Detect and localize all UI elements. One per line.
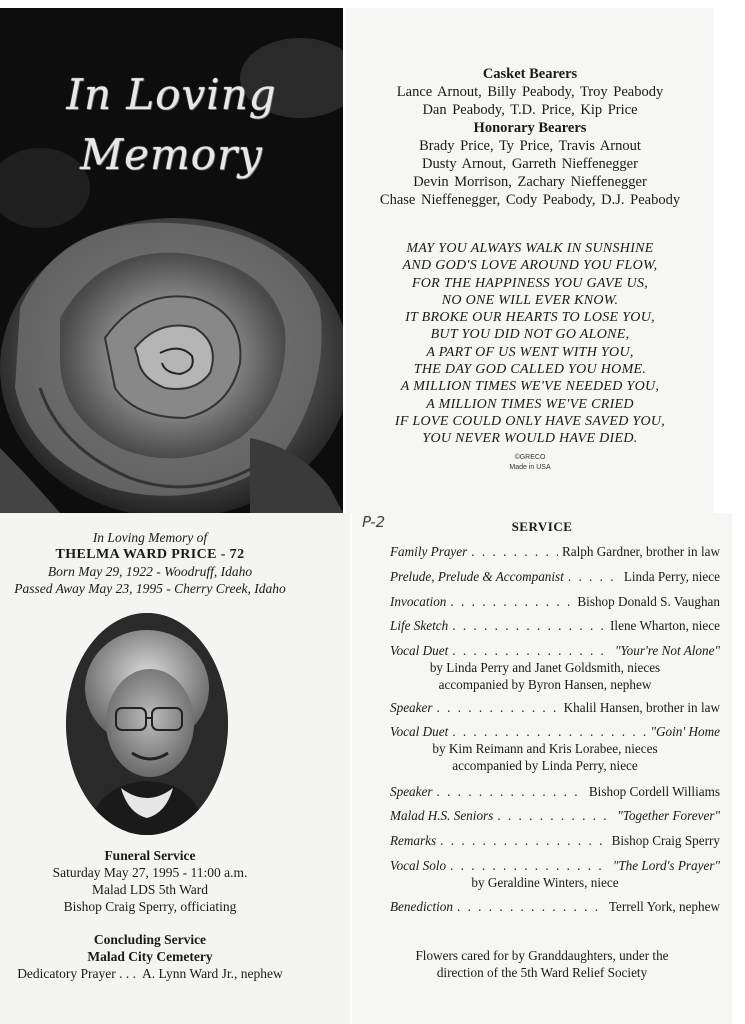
flowers-note-line: Flowers cared for by Granddaughters, under the — [415, 948, 669, 963]
service-item-value: Khalil Hansen, brother in law — [563, 700, 720, 715]
service-item-label: Remarks — [390, 833, 437, 848]
leader-dots — [471, 543, 558, 560]
casket-bearers-heading: Casket Bearers — [482, 66, 578, 82]
made-in-usa: Made in USA — [509, 464, 551, 471]
handwritten-page-mark: P-2 — [362, 513, 386, 531]
casket-bearers-line: Lance Arnout, Billy Peabody, Troy Peabody — [396, 84, 664, 100]
deceased-name: THELMA WARD PRICE - 72 — [55, 547, 245, 562]
honorary-bearers-line: Dusty Arnout, Garreth Nieffenegger — [422, 156, 638, 172]
leader-dots — [497, 807, 613, 824]
service-item-label: Invocation — [390, 594, 447, 609]
service-item-value: Bishop Donald S. Vaughan — [577, 594, 720, 609]
poem-line: YOU NEVER WOULD HAVE DIED. — [422, 431, 638, 447]
copyright-mark: ©GRECO — [514, 454, 546, 461]
service-item-value: Bishop Cordell Williams — [588, 784, 720, 799]
honorary-bearers-line: Devin Morrison, Zachary Nieffenegger — [413, 174, 647, 190]
service-item — [390, 783, 720, 800]
poem-line: NO ONE WILL EVER KNOW. — [441, 292, 619, 308]
funeral-service-line: Malad LDS 5th Ward — [91, 882, 209, 897]
leader-dots — [436, 783, 584, 800]
poem-line: A MILLION TIMES WE'VE NEEDED YOU, — [400, 379, 660, 395]
poem-line: FOR THE HAPPINESS YOU GAVE US, — [411, 275, 649, 291]
funeral-service-heading: Funeral Service — [104, 848, 196, 863]
leader-dots — [457, 898, 605, 915]
service-item-value: Terrell York, nephew — [608, 899, 720, 914]
leader-dots — [436, 699, 559, 716]
poem-line: BUT YOU DID NOT GO ALONE, — [430, 327, 630, 343]
service-item-label: Speaker — [390, 784, 433, 799]
casket-bearers-line: Dan Peabody, T.D. Price, Kip Price — [422, 102, 638, 118]
portrait-image — [66, 613, 228, 835]
poem — [346, 240, 714, 448]
concluding-service-heading: Concluding Service — [93, 932, 207, 947]
service-item-value: "Together Forever" — [617, 808, 720, 823]
leader-dots — [450, 857, 609, 874]
service-panel — [352, 513, 732, 1024]
service-item-label: Prelude, Prelude & Accompanist — [390, 569, 564, 584]
death-info: Passed Away May 23, 1995 - Cherry Creek, Idaho — [14, 581, 286, 596]
leader-dots — [452, 642, 611, 659]
service-item-detail: accompanied by Linda Perry, niece — [452, 758, 638, 773]
service-item-detail: by Kim Reimann and Kris Lorabee, nieces — [432, 741, 658, 756]
service-item — [390, 898, 720, 915]
service-item-label: Vocal Duet — [390, 724, 449, 739]
leader-dots — [568, 568, 620, 585]
service-item-label: Benediction — [390, 899, 453, 914]
funeral-service-line: Saturday May 27, 1995 - 11:00 a.m. — [52, 865, 248, 880]
leader-dots — [450, 593, 573, 610]
service-item-label: Vocal Duet — [390, 643, 449, 658]
service-item-value: "The Lord's Prayer" — [612, 858, 720, 873]
service-item-value: Bishop Craig Sperry — [611, 833, 720, 848]
poem-line: IT BROKE OUR HEARTS TO LOSE YOU, — [405, 310, 655, 326]
funeral-service-line: Bishop Craig Sperry, officiating — [63, 899, 237, 914]
service-item — [390, 593, 720, 610]
poem-line: A PART OF US WENT WITH YOU, — [426, 344, 634, 360]
service-item-detail: by Geraldine Winters, niece — [471, 875, 619, 890]
poem-line: A MILLION TIMES WE'VE CRIED — [426, 396, 634, 412]
cover-title-line1: In Loving — [66, 70, 277, 119]
cover-panel — [0, 8, 343, 513]
service-item-label: Family Prayer — [390, 544, 468, 559]
service-item-label: Speaker — [390, 700, 433, 715]
birth-info: Born May 29, 1922 - Woodruff, Idaho — [47, 564, 253, 579]
service-item-value: "Goin' Home — [650, 724, 720, 739]
leader-dots — [452, 723, 646, 740]
leader-dots — [440, 832, 607, 849]
flowers-note-line: direction of the 5th Ward Relief Society — [436, 965, 648, 980]
service-item-detail: accompanied by Byron Hansen, nephew — [438, 677, 652, 692]
poem-line: MAY YOU ALWAYS WALK IN SUNSHINE — [406, 241, 654, 256]
poem-line: THE DAY GOD CALLED YOU HOME. — [413, 362, 647, 378]
service-item — [390, 642, 720, 693]
memorial-panel — [0, 513, 350, 1024]
service-item-value: Ilene Wharton, niece — [610, 618, 720, 633]
cemetery-name: Malad City Cemetery — [87, 949, 213, 964]
service-item — [390, 857, 720, 891]
honorary-bearers-line: Chase Nieffenegger, Cody Peabody, D.J. Peabody — [379, 192, 681, 208]
dedicatory-prayer: Dedicatory Prayer . . . A. Lynn Ward Jr., nephew — [17, 966, 283, 981]
service-title: SERVICE — [511, 519, 573, 534]
service-item-detail: by Linda Perry and Janet Goldsmith, nieces — [429, 660, 661, 675]
service-item — [390, 699, 720, 716]
memorial-intro: In Loving Memory of — [92, 530, 208, 545]
cover-title-line2: Memory — [80, 130, 263, 179]
service-item — [390, 832, 720, 849]
service-item-value: Linda Perry, niece — [623, 569, 720, 584]
service-item — [390, 807, 720, 824]
service-item — [390, 543, 720, 560]
service-item — [390, 723, 720, 774]
poem-line: IF LOVE COULD ONLY HAVE SAVED YOU, — [394, 413, 666, 429]
bearers-panel — [346, 8, 714, 513]
poem-line: AND GOD'S LOVE AROUND YOU FLOW, — [402, 258, 658, 274]
service-item — [390, 617, 720, 634]
honorary-bearers-heading: Honorary Bearers — [473, 120, 587, 136]
service-item-label: Vocal Solo — [390, 858, 447, 873]
service-item-value: "Your're Not Alone" — [614, 643, 720, 658]
service-item — [390, 568, 720, 585]
portrait-photo — [66, 613, 228, 835]
service-item-value: Ralph Gardner, brother in law — [561, 544, 720, 559]
leader-dots — [452, 617, 606, 634]
service-item-label: Malad H.S. Seniors — [390, 808, 494, 823]
honorary-bearers-line: Brady Price, Ty Price, Travis Arnout — [419, 138, 641, 154]
service-item-label: Life Sketch — [390, 618, 449, 633]
